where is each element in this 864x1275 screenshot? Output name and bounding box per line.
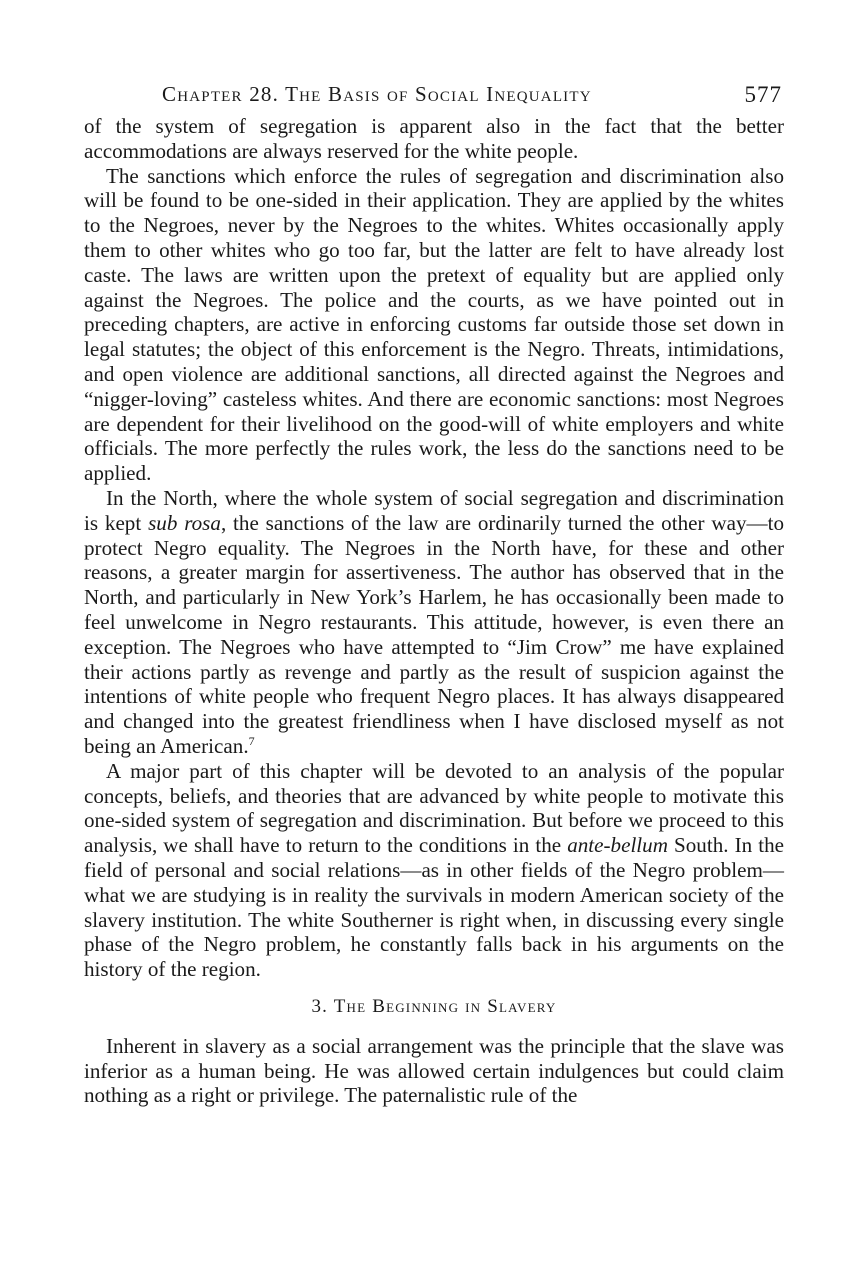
- paragraph-text: In the North, where the whole system of social segregation and discrimination is kept: [84, 485, 784, 535]
- section-heading: 3. The Beginning in Slavery: [311, 995, 557, 1017]
- paragraph-text: , the sanctions of the law are ordinarily turned the other way—to protect Negro equality. The Negroes in the North have, for these and other reasons, a greater margin for assertiveness. The author has observed that in the North, and particularly in New York’s Harlem, he has occasionally been made to feel unwelcome in Negro restaurants. This attitude, however, is even there an exception. The Negroes who have attempted to “Jim Crow” me have explained their actions partly as revenge and partly as the result of suspicion against the intentions of white people who frequent Negro places. It has always disappeared and changed into the greatest friendliness when I have disclosed myself as not being an American.: [84, 510, 785, 758]
- paragraph-text: The sanctions which enforce the rules of segregation and discrimination also will be found to be one-sided in their application. They are applied by the whites to the Negroes, never by the Negroes to the whites. Whites occasionally apply them to other whites who go too far, but the latter are felt to have already lost caste. The laws are written upon the pretext of equality but are applied only against the Negroes. The police and the courts, as we have pointed out in preceding chapters, are active in enforcing customs far outside those set down in legal statutes; the object of this enforcement is the Negro. Threats, intimidations, and open violence are additional sanctions, all directed against the Negroes and “nigger-loving” casteless whites. And there are economic sanctions: most Negroes are dependent for their livelihood on the good-will of white employers and white officials. The more perfectly the rules work, the less do the sanctions need to be applied.: [84, 163, 784, 486]
- paragraph-text: of the system of segregation is apparent also in the fact that the better accommodations are always reserved for the white people.: [84, 114, 784, 163]
- paragraph-text: Inherent in slavery as a social arrangement was the principle that the slave was inferior as a human being. He was allowed certain indulgences but could claim nothing as a right or privilege. The paternalistic rule of the: [84, 1033, 784, 1108]
- paragraph-analysis: [84, 759, 784, 982]
- paragraph-slavery: [84, 1034, 784, 1108]
- paragraph-north: [84, 486, 784, 759]
- paragraph-sanctions: [84, 164, 784, 486]
- book-page: [84, 74, 784, 1108]
- italic-term: ante-bellum: [567, 833, 668, 858]
- footnote-marker[interactable]: 7: [248, 733, 255, 748]
- paragraph-text: A major part of this chapter will be devoted to an analysis of the popular concepts, beliefs, and theories that are advanced by white people to motivate this one-sided system of segregation and discrimination. But before we proceed to this analysis, we shall have to return to the conditions in the: [84, 758, 784, 858]
- italic-term: sub rosa: [148, 510, 221, 535]
- running-header: [84, 74, 784, 114]
- paragraph-text: South. In the field of personal and social relations—as in other fields of the Negro problem—what we are studying is in reality the survivals in modern American society of the slavery institution. The white Southerner is right when, in discussing every single phase of the Negro problem, he constantly falls back in his arguments on the history of the region.: [84, 833, 784, 982]
- page-number: 577: [744, 82, 782, 107]
- paragraph-continuation: [84, 114, 784, 164]
- chapter-running-title: Chapter 28. The Basis of Social Inequality: [162, 82, 592, 106]
